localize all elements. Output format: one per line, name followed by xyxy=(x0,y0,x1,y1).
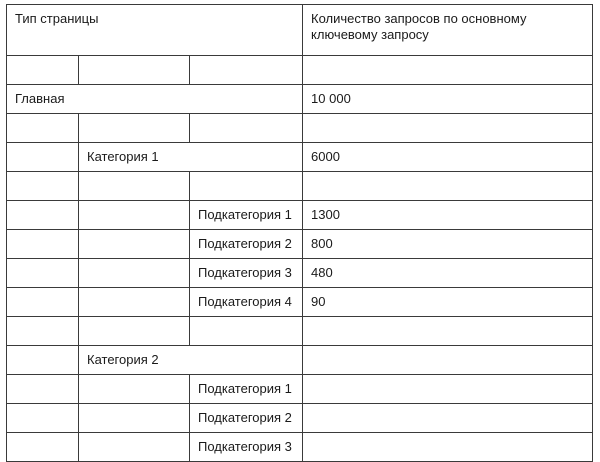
cell-level1 xyxy=(7,375,79,404)
cell-count: 1300 xyxy=(303,201,593,230)
cell-level2 xyxy=(79,114,190,143)
table-row xyxy=(7,143,593,172)
cell-count xyxy=(303,114,593,143)
cell-level3: Подкатегория 3 xyxy=(190,259,303,288)
cell-level1 xyxy=(7,433,79,462)
cell-level1 xyxy=(7,143,79,172)
cell-level2 xyxy=(79,317,190,346)
cell-level3 xyxy=(190,56,303,85)
table-row xyxy=(7,404,593,433)
cell-level1 xyxy=(7,259,79,288)
cell-level3 xyxy=(190,317,303,346)
table-row xyxy=(7,346,593,375)
cell-count: 480 xyxy=(303,259,593,288)
cell-level2 xyxy=(79,404,190,433)
table-row xyxy=(7,201,593,230)
cell-level3 xyxy=(190,172,303,201)
cell-level1 xyxy=(7,346,79,375)
cell-level2 xyxy=(79,375,190,404)
cell-level1 xyxy=(7,114,79,143)
table-row xyxy=(7,433,593,462)
cell-level1: Главная xyxy=(7,85,303,114)
cell-count xyxy=(303,56,593,85)
cell-level1 xyxy=(7,201,79,230)
cell-level2 xyxy=(79,172,190,201)
table-row xyxy=(7,230,593,259)
table-row xyxy=(7,56,593,85)
cell-level2 xyxy=(79,288,190,317)
cell-level3: Подкатегория 1 xyxy=(190,375,303,404)
cell-count xyxy=(303,375,593,404)
table-row xyxy=(7,288,593,317)
cell-level3: Подкатегория 1 xyxy=(190,201,303,230)
table-row xyxy=(7,85,593,114)
cell-level1 xyxy=(7,404,79,433)
cell-count: 10 000 xyxy=(303,85,593,114)
cell-count xyxy=(303,172,593,201)
cell-level2 xyxy=(79,56,190,85)
cell-level2 xyxy=(79,433,190,462)
cell-level2 xyxy=(79,230,190,259)
cell-count xyxy=(303,404,593,433)
cell-level3: Подкатегория 4 xyxy=(190,288,303,317)
header-page-type: Тип страницы xyxy=(7,5,303,56)
cell-count: 800 xyxy=(303,230,593,259)
cell-level3: Подкатегория 3 xyxy=(190,433,303,462)
cell-level1 xyxy=(7,56,79,85)
cell-level3 xyxy=(190,114,303,143)
cell-level1 xyxy=(7,172,79,201)
cell-level2 xyxy=(79,259,190,288)
table-row xyxy=(7,114,593,143)
cell-count: 90 xyxy=(303,288,593,317)
table-row xyxy=(7,172,593,201)
header-query-count: Количество запросов по основному ключевому запросу xyxy=(303,5,593,56)
cell-count xyxy=(303,346,593,375)
table-header-row xyxy=(7,5,593,56)
cell-count xyxy=(303,433,593,462)
cell-level3: Подкатегория 2 xyxy=(190,230,303,259)
cell-level1 xyxy=(7,288,79,317)
cell-count: 6000 xyxy=(303,143,593,172)
cell-level1 xyxy=(7,317,79,346)
cell-level2: Категория 1 xyxy=(79,143,303,172)
table-row xyxy=(7,317,593,346)
cell-count xyxy=(303,317,593,346)
cell-level2: Категория 2 xyxy=(79,346,303,375)
page-structure-table xyxy=(6,4,593,462)
cell-level2 xyxy=(79,201,190,230)
cell-level3: Подкатегория 2 xyxy=(190,404,303,433)
table-row xyxy=(7,375,593,404)
table-row xyxy=(7,259,593,288)
cell-level1 xyxy=(7,230,79,259)
